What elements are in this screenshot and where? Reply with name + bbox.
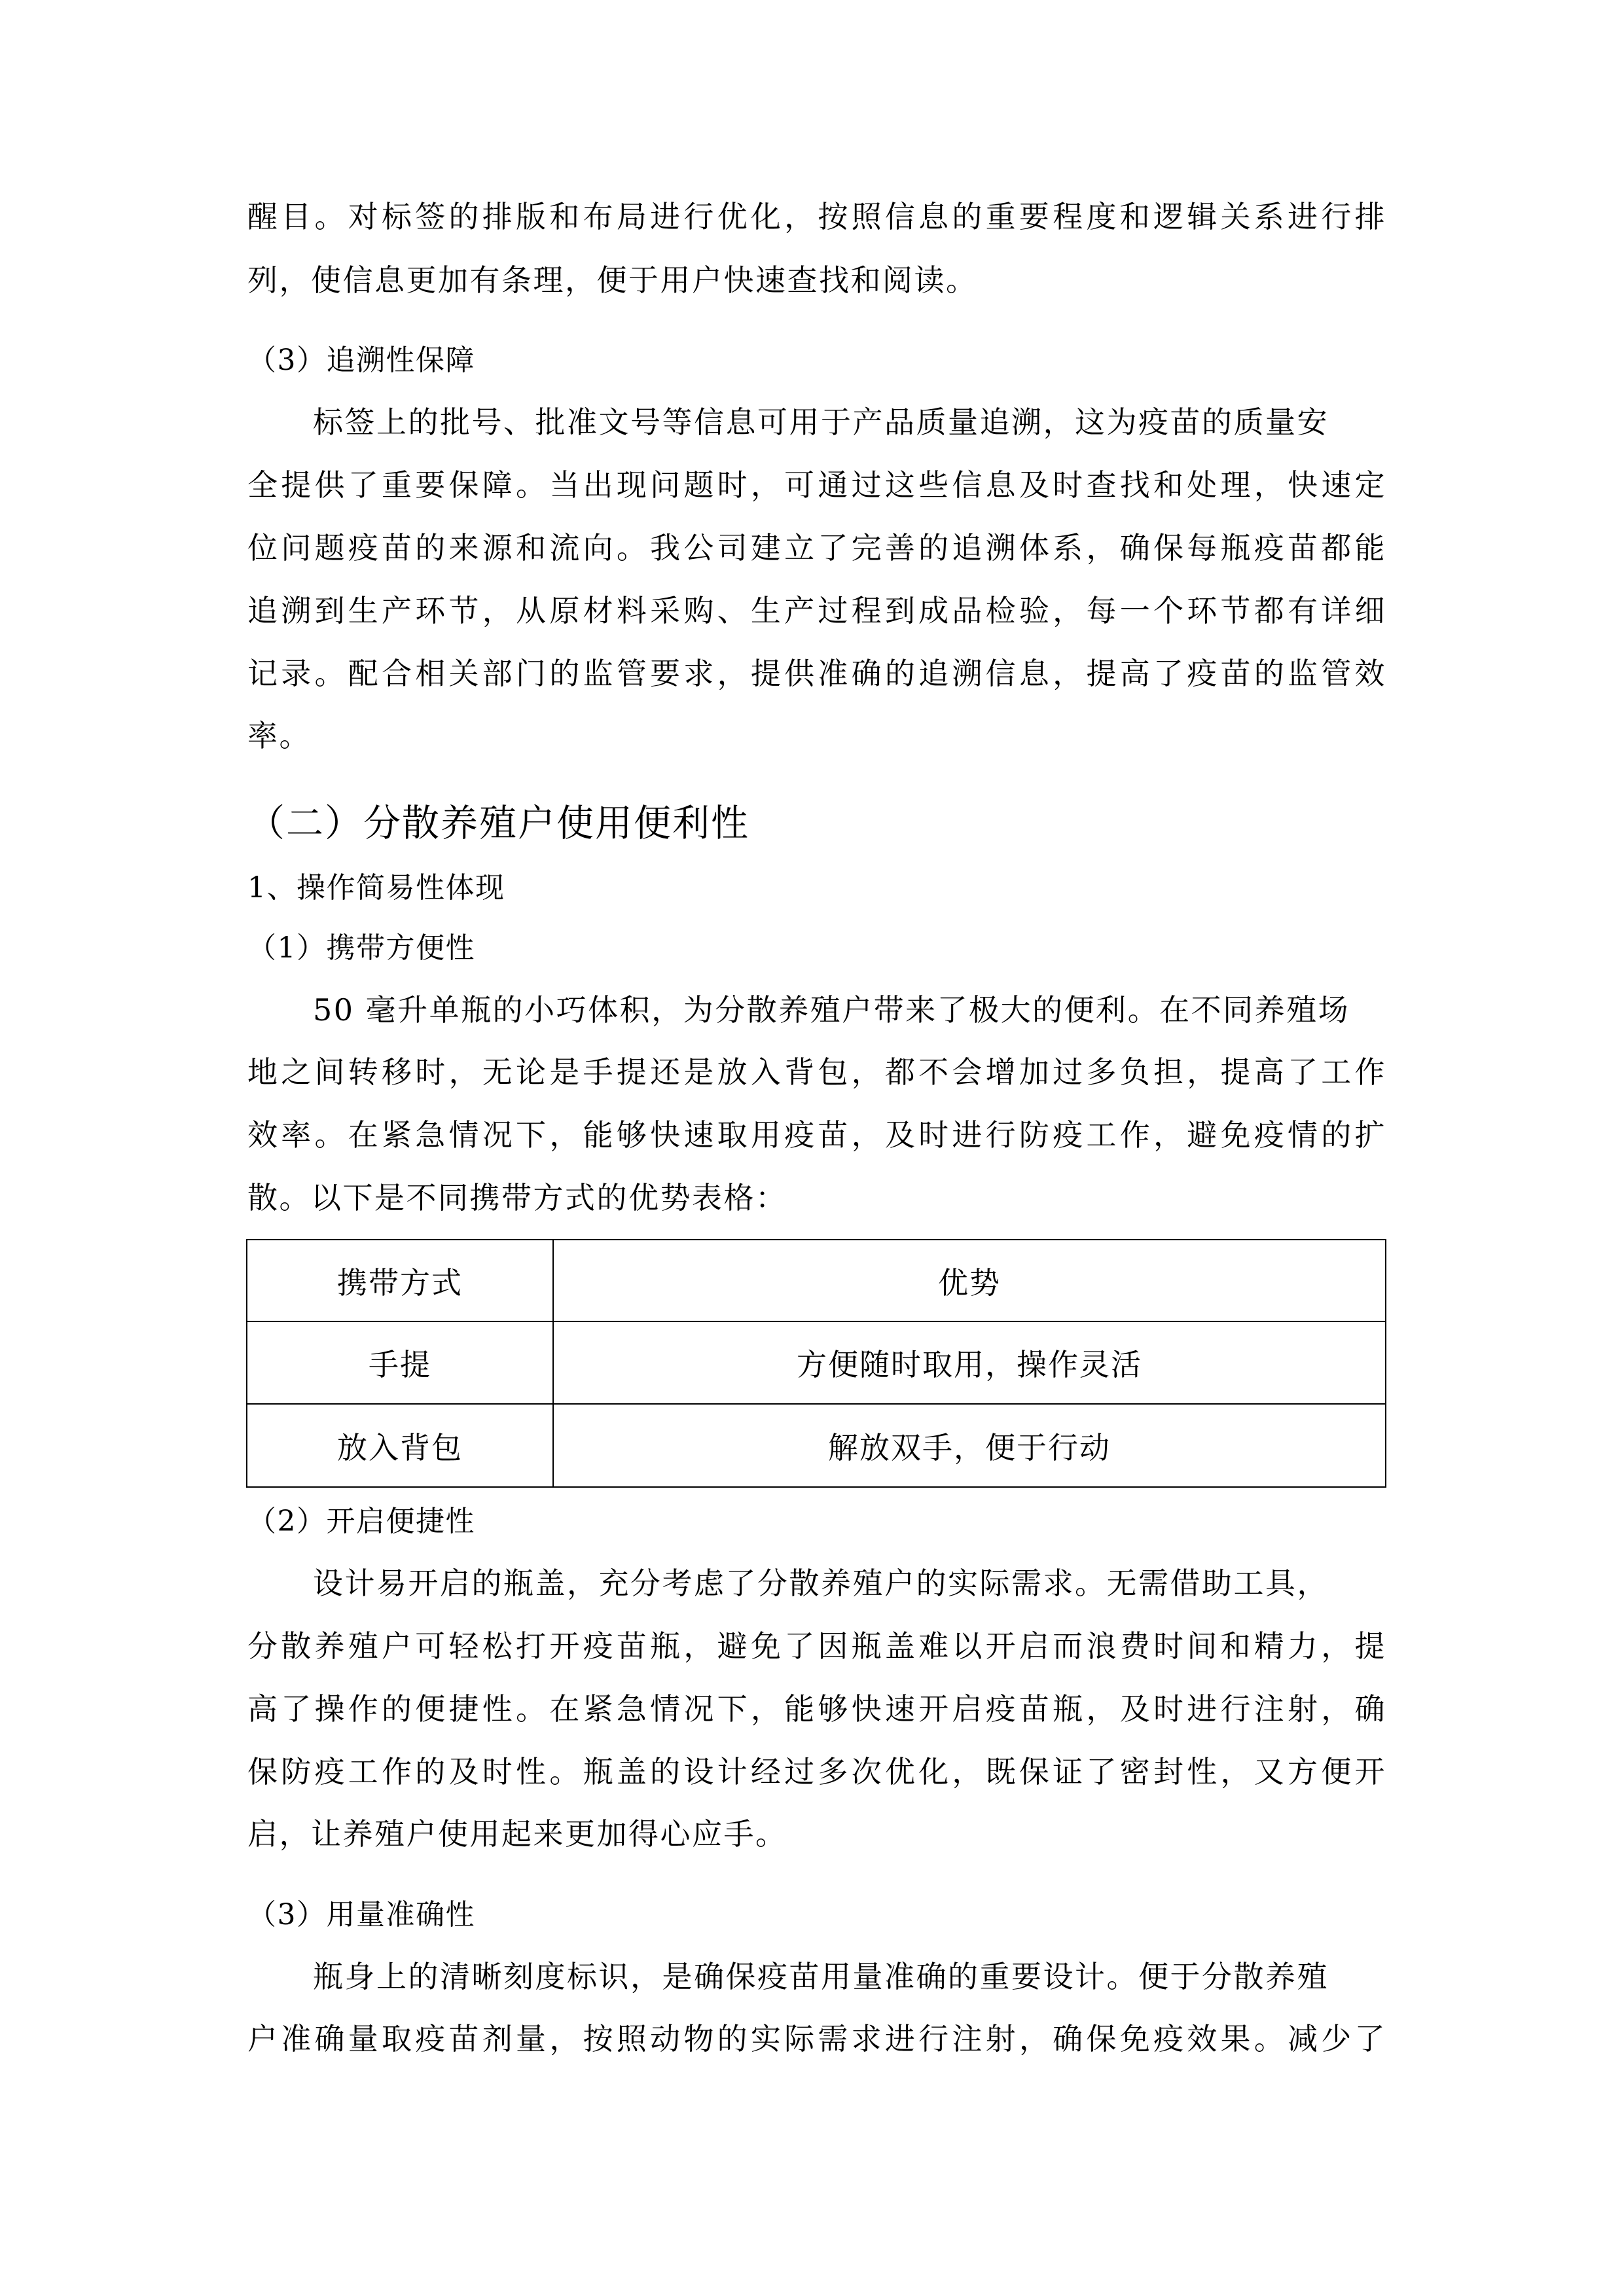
paragraph-line: 保防疫工作的及时性。瓶盖的设计经过多次优化，既保证了密封性，又方便开 <box>247 1754 1386 1789</box>
section-subtitle: 1、操作简易性体现 <box>247 871 505 905</box>
subsection-title-opening: （2）开启便捷性 <box>247 1505 475 1538</box>
paragraph-line: 追溯到生产环节，从原材料采购、生产过程到成品检验，每一个环节都有详细 <box>247 593 1386 628</box>
paragraph-line: 启，让养殖户使用起来更加得心应手。 <box>247 1816 787 1852</box>
table-row <box>247 1322 1385 1405</box>
carry-method-table <box>246 1239 1386 1488</box>
paragraph-line: 全提供了重要保障。当出现问题时，可通过这些信息及时查找和处理，快速定 <box>247 467 1386 503</box>
paragraph-line: 50 毫升单瓶的小巧体积，为分散养殖户带来了极大的便利。在不同养殖场 <box>313 992 1350 1028</box>
subsection-title-portability: （1）携带方便性 <box>247 931 475 965</box>
table-cell: 解放双手，便于行动 <box>828 1429 1111 1465</box>
subsection-title-dosage: （3）用量准确性 <box>247 1898 475 1931</box>
paragraph-line: 地之间转移时，无论是手提还是放入背包，都不会增加过多负担，提高了工作 <box>247 1054 1386 1090</box>
paragraph-line: 分散养殖户可轻松打开疫苗瓶，避免了因瓶盖难以开启而浪费时间和精力，提 <box>247 1628 1386 1664</box>
table-cell: 方便随时取用，操作灵活 <box>797 1347 1142 1382</box>
paragraph-line: 散。以下是不同携带方式的优势表格： <box>247 1180 787 1215</box>
paragraph-line: 效率。在紧急情况下，能够快速取用疫苗，及时进行防疫工作，避免疫情的扩 <box>247 1117 1386 1153</box>
paragraph-line: 位问题疫苗的来源和流向。我公司建立了完善的追溯体系，确保每瓶疫苗都能 <box>247 530 1386 565</box>
paragraph-line: 瓶身上的清晰刻度标识，是确保疫苗用量准确的重要设计。便于分散养殖 <box>313 1959 1329 1994</box>
paragraph-line: 醒目。对标签的排版和布局进行优化，按照信息的重要程度和逻辑关系进行排 <box>247 199 1386 234</box>
section-title: （二）分散养殖户使用便利性 <box>247 802 749 845</box>
paragraph-line: 记录。配合相关部门的监管要求，提供准确的追溯信息，提高了疫苗的监管效 <box>247 656 1386 691</box>
paragraph-line: 标签上的批号、批准文号等信息可用于产品质量追溯，这为疫苗的质量安 <box>313 404 1329 440</box>
paragraph-line: 高了操作的便捷性。在紧急情况下，能够快速开启疫苗瓶，及时进行注射，确 <box>247 1691 1386 1727</box>
table-cell: 手提 <box>247 1322 554 1403</box>
paragraph-line: 率。 <box>247 718 311 753</box>
paragraph-line: 列，使信息更加有条理，便于用户快速查找和阅读。 <box>247 262 978 298</box>
table-header-cell: 携带方式 <box>247 1240 554 1321</box>
table-header-row <box>247 1240 1385 1322</box>
paragraph-line: 设计易开启的瓶盖，充分考虑了分散养殖户的实际需求。无需借助工具， <box>313 1566 1329 1601</box>
paragraph-line: 户准确量取疫苗剂量，按照动物的实际需求进行注射，确保免疫效果。减少了 <box>247 2021 1386 2056</box>
subsection-title-traceability: （3）追溯性保障 <box>247 344 475 377</box>
table-header-cell: 优势 <box>938 1265 1001 1300</box>
table-cell: 放入背包 <box>247 1405 554 1486</box>
table-row <box>247 1405 1385 1486</box>
